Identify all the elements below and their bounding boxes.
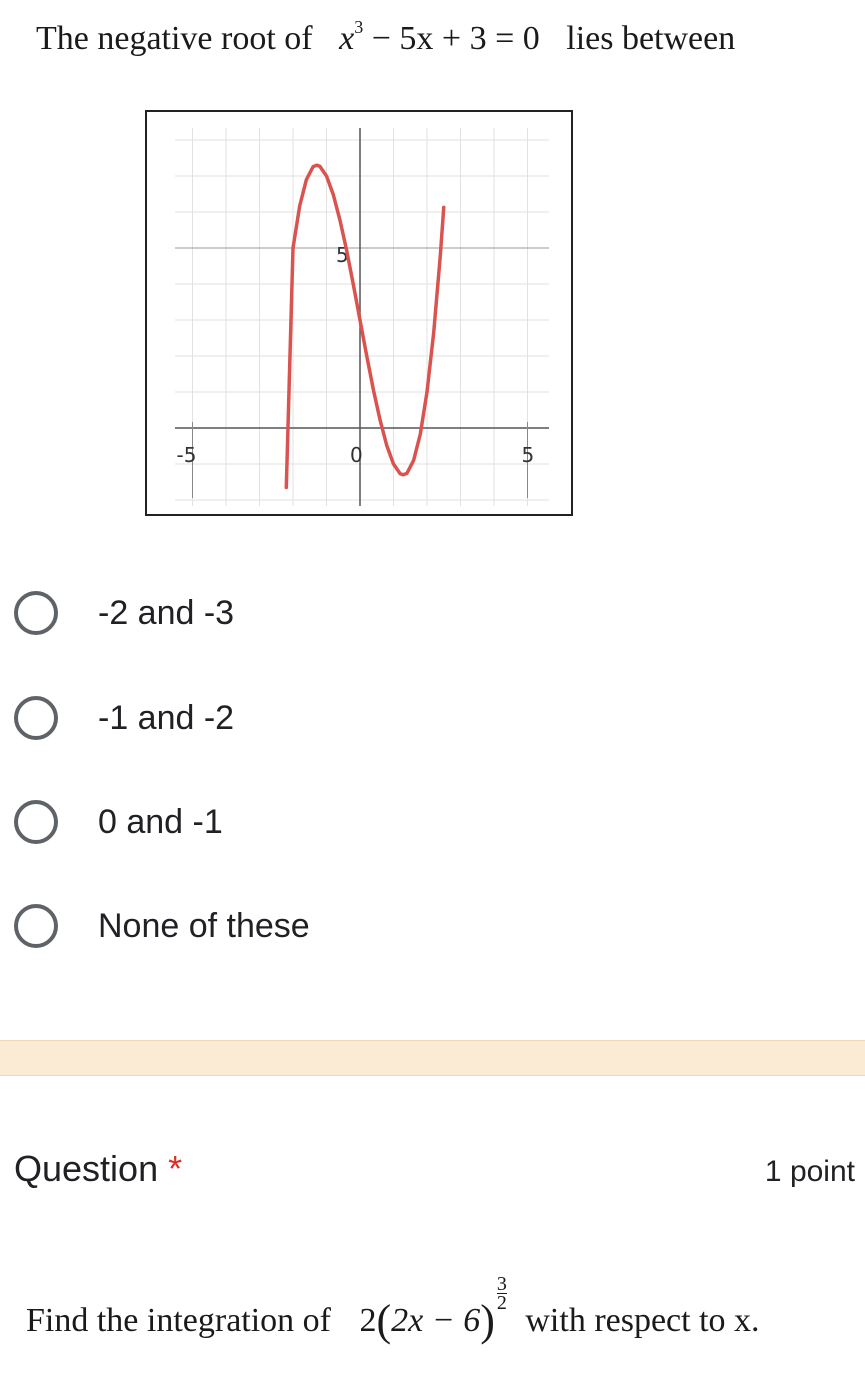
option-2[interactable] bbox=[14, 690, 234, 746]
radio-button[interactable] bbox=[14, 591, 58, 635]
equation-variable: x bbox=[339, 20, 355, 57]
question-1-text bbox=[36, 16, 736, 58]
required-mark: * bbox=[168, 1148, 183, 1189]
question-1-suffix: lies between bbox=[566, 20, 736, 57]
equation-rest: − 5x + 3 = 0 bbox=[371, 20, 540, 57]
points-label: 1 point bbox=[764, 1155, 855, 1188]
option-label: 0 and -1 bbox=[98, 802, 223, 841]
open-paren: ( bbox=[376, 1296, 392, 1345]
section-divider bbox=[0, 1040, 865, 1076]
question-2-header bbox=[14, 1148, 182, 1190]
close-paren: ) bbox=[480, 1296, 495, 1345]
question-2-text bbox=[26, 1275, 760, 1346]
option-label: -2 and -3 bbox=[98, 593, 235, 632]
question-title: Question bbox=[14, 1148, 159, 1189]
graph-svg bbox=[147, 112, 571, 514]
exponent-denominator: 2 bbox=[496, 1292, 507, 1314]
option-label: None of these bbox=[98, 906, 310, 945]
exponent-numerator: 3 bbox=[496, 1273, 507, 1295]
question-2-suffix: with respect to x. bbox=[525, 1302, 760, 1339]
option-1[interactable] bbox=[14, 585, 234, 641]
question-2-prefix: Find the integration of bbox=[26, 1302, 332, 1339]
y-tick-label: 5 bbox=[336, 243, 349, 267]
expr-coefficient: 2 bbox=[359, 1302, 377, 1339]
radio-button[interactable] bbox=[14, 696, 58, 740]
function-curve bbox=[286, 165, 443, 487]
radio-button[interactable] bbox=[14, 800, 58, 844]
equation-exponent: 3 bbox=[354, 16, 364, 37]
question-1-prefix: The negative root of bbox=[36, 20, 313, 57]
x-tick-label: -5 bbox=[176, 443, 197, 467]
function-graph bbox=[145, 110, 573, 516]
x-tick-label: 5 bbox=[521, 443, 535, 467]
exponent-fraction bbox=[497, 1275, 507, 1312]
option-4[interactable] bbox=[14, 898, 310, 954]
option-3[interactable] bbox=[14, 794, 223, 850]
x-tick-label: 0 bbox=[350, 443, 363, 467]
expr-inner: 2x − 6 bbox=[391, 1302, 481, 1339]
radio-button[interactable] bbox=[14, 904, 58, 948]
option-label: -1 and -2 bbox=[98, 698, 235, 737]
